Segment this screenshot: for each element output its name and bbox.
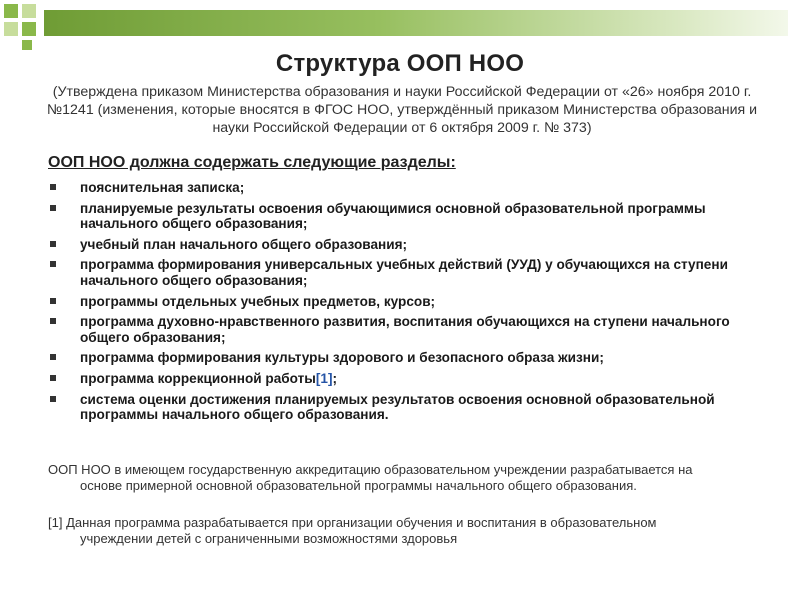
bullet-square-icon — [50, 375, 56, 381]
bullet-square-icon — [50, 205, 56, 211]
list-item — [48, 201, 758, 232]
bullet-square-icon — [50, 298, 56, 304]
bullet-square-icon — [50, 396, 56, 402]
slide-title: Структура ООП НОО — [275, 50, 525, 77]
list-item — [48, 257, 758, 288]
footnote-line: [1] Данная программа разрабатывается при организации обучения и воспитания в образовательном — [48, 515, 657, 530]
bullet-square-icon — [50, 261, 56, 267]
header-decor-square-1 — [4, 4, 18, 18]
bullet-square-icon — [50, 354, 56, 360]
list-item — [48, 180, 758, 196]
list-item-text: система оценки достижения планируемых результатов освоения основной образовательной программы начального общего образования. — [80, 391, 715, 423]
list-item-text: пояснительная записка; — [80, 180, 245, 195]
header-decor-square-2 — [22, 4, 36, 18]
list-item-text: планируемые результаты освоения обучающимися основной образовательной программы начального общего образования; — [80, 200, 706, 232]
list-item-text: программа формирования универсальных учебных действий (УУД) у обучающихся на ступени начального общего образования; — [80, 257, 728, 288]
bullet-square-icon — [50, 184, 56, 190]
list-item — [48, 314, 758, 345]
list-item — [48, 392, 758, 423]
list-item — [48, 237, 758, 253]
footnote-paragraph — [48, 515, 763, 547]
accreditation-paragraph — [48, 462, 763, 494]
header-gradient-bar — [44, 10, 788, 36]
paragraph-line: основе примерной основной образовательной программы начального общего образования. — [80, 478, 637, 493]
list-item-text: программы отдельных учебных предметов, курсов; — [80, 293, 436, 309]
list-item-text: программа формирования культуры здорового и безопасного образа жизни; — [80, 350, 604, 366]
slide-subtitle: (Утверждена приказом Министерства образования и науки Российской Федерации от «26» ноября 2010 г. №1241 (изменения, которые вносятся в ФГОС НОО, утверждённый приказом Министерства образования и науки Российской Федерации от 6 октября 2009 г. № 373) — [46, 84, 758, 136]
bullet-square-icon — [50, 241, 56, 247]
header-decor-square-4 — [4, 22, 18, 36]
footnote-ref-link[interactable]: [1] — [315, 370, 333, 386]
list-item — [48, 294, 758, 310]
header-decor-square-5 — [22, 40, 32, 50]
list-item-tail: ; — [332, 370, 338, 386]
footnote-line: учреждении детей с ограниченными возможностями здоровья — [80, 531, 458, 546]
list-item-text: учебный план начального общего образования; — [80, 236, 408, 252]
list-item — [48, 350, 758, 366]
section-heading: ООП НОО должна содержать следующие разделы: — [48, 154, 456, 171]
bullet-square-icon — [50, 318, 56, 324]
paragraph-line: ООП НОО в имеющем государственную аккредитацию образовательном учреждении разрабатывается на — [48, 462, 693, 477]
list-item-text: программа коррекционной работы — [80, 370, 316, 386]
header-decor-square-3 — [22, 22, 36, 36]
sections-list — [48, 180, 758, 428]
list-item-text: программа духовно-нравственного развития, воспитания обучающихся на ступени начального общего образования; — [80, 314, 730, 345]
list-item — [48, 371, 758, 387]
